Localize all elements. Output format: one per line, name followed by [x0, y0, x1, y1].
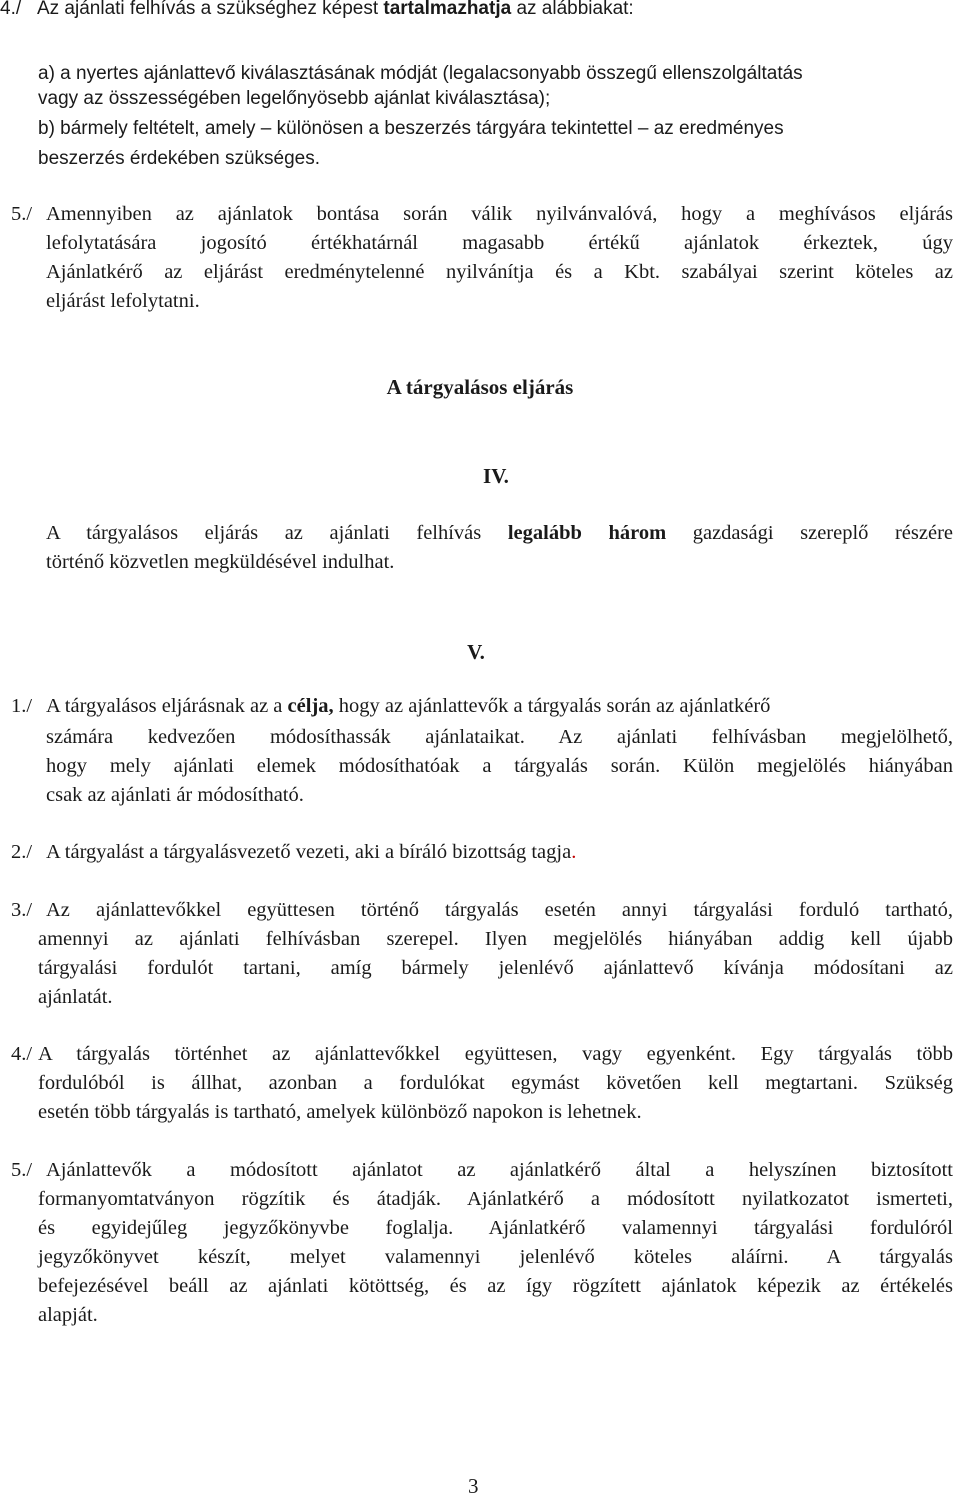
section-5-line: eljárást lefolytatni. — [46, 290, 200, 312]
v2-period: . — [571, 841, 577, 863]
section-number: 4./ — [0, 0, 22, 19]
section-text: az alábbiakat: — [511, 0, 634, 19]
list-item-b: b) bármely feltételt, amely – különösen a beszerzés tárgyára tekintettel – az eredményes — [38, 118, 784, 139]
roman-numeral-v: V. — [467, 640, 485, 664]
v1-line: csak az ajánlati ár módosítható. — [46, 784, 304, 806]
v4-number: 4./ — [11, 1043, 33, 1065]
v2-number: 2./ — [11, 841, 33, 863]
v1-number: 1./ — [11, 695, 33, 717]
bold-text: tartalmazhatja — [383, 0, 512, 19]
v5-line: befejezésével beáll az ajánlati kötöttség, és az így rögzített ajánlatok képezik az értékelés — [38, 1275, 953, 1297]
v4-line: A tárgyalás történhet az ajánlattevőkkel együttesen, vagy egyenként. Egy tárgyalás több — [38, 1043, 953, 1065]
v3-line: ajánlatát. — [38, 986, 113, 1008]
section-5-line: Amennyiben az ajánlatok bontása során válik nyilvánvalóvá, hogy a meghívásos eljárás — [46, 203, 953, 225]
v5-line: jegyzőkönyvet készít, melyet valamennyi jelenlévő köteles aláírni. A tárgyalás — [38, 1246, 953, 1268]
v3-number: 3./ — [11, 899, 33, 921]
list-item-b-cont: beszerzés érdekében szükséges. — [38, 148, 320, 169]
v2-line — [46, 838, 576, 867]
v3-line: Az ajánlattevőkkel együttesen történő tárgyalás esetén annyi tárgyalási forduló tartható, — [46, 899, 953, 921]
v4-line: esetén több tárgyalás is tartható, amelyek különböző napokon is lehetnek. — [38, 1101, 642, 1123]
section-4-heading — [0, 0, 634, 23]
section-5-line: lefolytatására jogosító értékhatárnál magasabb értékű ajánlatok érkeztek, úgy — [46, 232, 953, 254]
v5-line: formanyomtatványon rögzítik és átadják. Ajánlatkérő a módosított nyilatkozatot ismerteti, — [38, 1188, 953, 1210]
v3-line: amennyi az ajánlati felhívásban szerepel. Ilyen megjelölés hiányában addig kell újabb — [38, 928, 953, 950]
page-number: 3 — [468, 1474, 479, 1498]
v5-line: alapját. — [38, 1304, 98, 1326]
chapter-title: A tárgyalásos eljárás — [386, 375, 574, 399]
section-5-number: 5./ — [11, 203, 33, 225]
v5-number: 5./ — [11, 1159, 33, 1181]
iv-text: gazdasági szereplő részére — [666, 522, 954, 544]
iv-paragraph-line — [46, 519, 953, 548]
section-text: Az ajánlati felhívás a szükséghez képest — [36, 0, 384, 19]
v2-text: A tárgyalást a tárgyalásvezető vezeti, aki a bíráló bizottság tagja — [46, 841, 572, 863]
v1-text: hogy az ajánlattevők a tárgyalás során az ajánlatkérő — [333, 695, 771, 717]
section-5-line: Ajánlatkérő az eljárást eredménytelenné nyilvánítja és a Kbt. szabályai szerint köteles az — [46, 261, 953, 283]
list-item-a-cont: vagy az összességében legelőnyösebb ajánlat kiválasztása); — [38, 88, 551, 109]
bold-text: legalább három — [507, 522, 667, 544]
v5-line: Ajánlattevők a módosított ajánlatot az ajánlatkérő által a helyszínen biztosított — [46, 1159, 953, 1181]
v1-first-line — [46, 692, 770, 721]
roman-numeral-iv: IV. — [483, 464, 509, 488]
v3-line: tárgyalási fordulót tartani, amíg bármely jelenlévő ajánlattevő kívánja módosítani az — [38, 957, 953, 979]
iv-text: A tárgyalásos eljárás az ajánlati felhívás — [46, 522, 508, 544]
v1-line: hogy mely ajánlati elemek módosíthatóak a tárgyalás során. Külön megjelölés hiányában — [46, 755, 953, 777]
iv-paragraph-line: történő közvetlen megküldésével indulhat. — [46, 551, 395, 573]
bold-text: célja, — [287, 695, 334, 717]
v1-line: számára kedvezően módosíthassák ajánlataikat. Az ajánlati felhívásban megjelölhető, — [46, 726, 953, 748]
v4-line: fordulóból is állhat, azonban a fordulókat egymást követően kell megtartani. Szükség — [38, 1072, 953, 1094]
v1-text: A tárgyalásos eljárásnak az a — [46, 695, 288, 717]
list-item-a: a) a nyertes ajánlattevő kiválasztásának módját (legalacsonyabb összegű ellenszolgáltatás — [38, 63, 803, 84]
v5-line: és egyidejűleg jegyzőkönyvbe foglalja. Ajánlatkérő valamennyi tárgyalási fordulóról — [38, 1217, 953, 1239]
